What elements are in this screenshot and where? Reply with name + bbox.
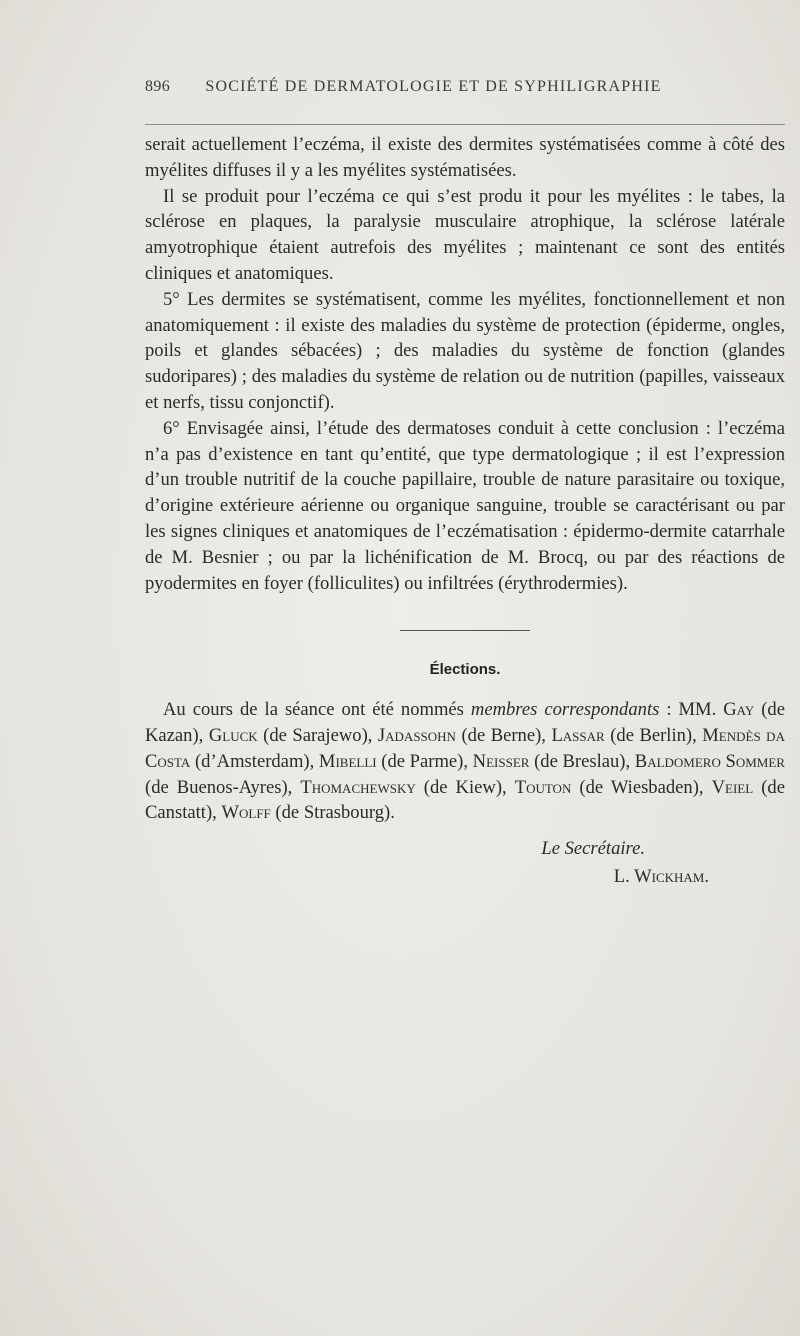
page-header <box>145 78 785 96</box>
paragraph-point-5: 5° Les dermites se systématisent, comme les myélites, fonctionnellement et non anatomiquement : il existe des maladies du système de protection (épiderme, ongles, poils et glandes sébacées) ; des maladies du système de fonction (glandes sudoripares) ; des maladies du système de relation ou de nutrition (papilles, vaisseaux et nerfs, tissu conjonctif). <box>145 288 785 413</box>
mm-label: MM. <box>678 699 717 721</box>
member-place: (de Strasbourg). <box>270 802 395 824</box>
signature-name: L. Wickham. <box>613 865 709 887</box>
section-heading-elections: Élections. <box>429 661 501 679</box>
member-name: Thomachewsky <box>300 776 416 798</box>
member-name: Mibelli <box>318 750 377 772</box>
member-place: (de Parme), <box>376 750 473 772</box>
paragraph-continuation: serait actuellement l’eczéma, il existe des dermites systématisées comme à côté des myélites diffuses il y a les myélites systématisées. <box>145 134 785 181</box>
member-place: (de Kiew), <box>415 776 515 798</box>
member-place: (de Kazan), <box>145 699 785 746</box>
elections-intro: Au cours de la séance ont été nommés <box>163 699 464 721</box>
member-place: (de Sarajewo), <box>257 724 378 746</box>
signature-role: Le Secrétaire. <box>541 838 645 860</box>
paragraph-point-6: 6° Envisagée ainsi, l’étude des dermatoses conduit à cette conclusion : l’eczéma n’a pas d’existence en tant qu’entité, que type dermatologique ; il est l’expression d’un trouble nutritif de la couche papillaire, trouble de nature parasitaire ou toxique, d’origine extérieure aérienne ou organique sanguine, trouble se caractérisant ou par les signes cliniques et anatomiques de l’eczématisation : épidermo-dermite catarrhale de M. Besnier ; ou par la lichénification de M. Brocq, ou par des réactions de pyodermites en foyer (folliculites) ou infiltrées (érythrodermies). <box>145 417 785 594</box>
header-rule <box>145 124 785 125</box>
member-name: Gay <box>723 699 755 721</box>
member-place: (de Berlin), <box>604 724 703 746</box>
member-name: Veiel <box>711 776 754 798</box>
member-place: (de Buenos-Ayres), <box>145 776 301 798</box>
member-name: Baldomero Sommer <box>634 750 785 772</box>
elections-intro-italic: membres correspondants <box>470 699 660 721</box>
member-name: Touton <box>514 776 572 798</box>
elections-paragraph <box>145 697 785 826</box>
member-place: (de Berne), <box>455 724 552 746</box>
member-name: Gluck <box>208 724 258 746</box>
running-title: SOCIÉTÉ DE DERMATOLOGIE ET DE SYPHILIGRAPHIE <box>205 78 662 95</box>
section-separator <box>400 630 530 631</box>
member-place: (de Canstatt), <box>145 776 785 824</box>
member-name: Neisser <box>472 750 530 772</box>
paragraph-eczema-myelites: Il se produit pour l’eczéma ce qui s’est produ it pour les myélites : le tabes, la sclérose en plaques, la paralysie musculaire atrophique, la sclérose latérale amyotrophique étaient autrefois des myélites ; maintenant ce sont des entités cliniques et anatomiques. <box>145 185 785 284</box>
member-place: (de Breslau), <box>529 750 635 772</box>
member-place: (d’Amsterdam), <box>190 750 319 772</box>
member-name: Mendès da Costa <box>145 724 785 772</box>
body-text <box>145 132 785 890</box>
page-number: 896 <box>145 78 171 95</box>
member-name: Lassar <box>551 724 605 746</box>
elections-intro-colon: : <box>659 699 672 721</box>
member-place: (de Wiesbaden), <box>571 776 712 798</box>
member-name: Wolff <box>221 802 271 824</box>
member-name: Jadassohn <box>377 724 456 746</box>
